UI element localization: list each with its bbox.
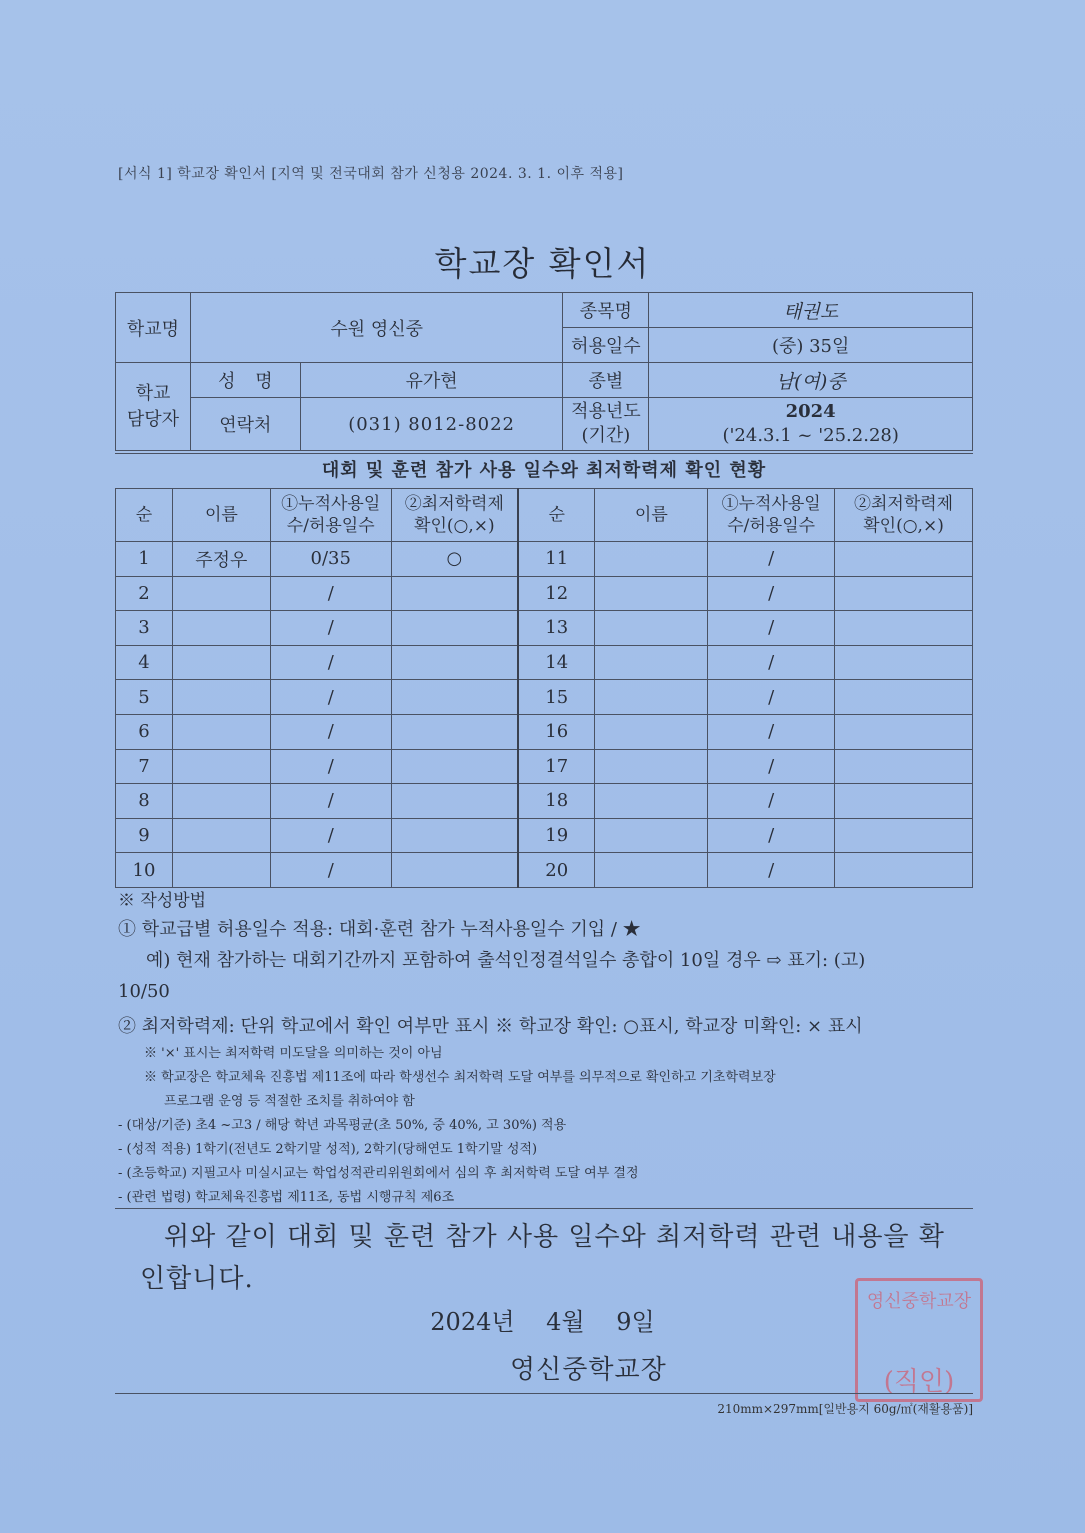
row-no: 19 [518,818,595,853]
header-confirm: ②최저학력제 확인(○,×) [391,489,518,542]
table-row [116,749,973,784]
row-no: 4 [116,645,173,680]
divider [115,1208,973,1209]
row-days: / [270,784,391,819]
row-confirm [835,818,973,853]
row-no: 16 [518,714,595,749]
row-no: 13 [518,611,595,646]
table-row [116,818,973,853]
row-no: 1 [116,542,173,577]
table-row [116,611,973,646]
row-confirm [391,611,518,646]
sport-label: 종목명 [563,293,649,328]
row-no: 5 [116,680,173,715]
row-days: / [270,645,391,680]
row-days: / [708,611,835,646]
gender-label: 종별 [563,363,649,398]
table-row [116,714,973,749]
row-confirm [391,576,518,611]
roster-title: 대회 및 훈련 참가 사용 일수와 최저학력제 확인 현황 [115,453,973,489]
year-label: 적용년도 (기간) [563,398,649,451]
row-name [595,576,708,611]
row-days: / [270,853,391,888]
manager-label: 학교 담당자 [116,363,191,451]
header-no: 순 [116,489,173,542]
header-name: 이름 [595,489,708,542]
row-confirm [391,645,518,680]
name-value: 유가현 [300,363,563,398]
row-no: 10 [116,853,173,888]
row-days: / [708,576,835,611]
row-name [595,853,708,888]
row-no: 15 [518,680,595,715]
row-name [172,818,270,853]
row-name [172,611,270,646]
row-confirm [391,818,518,853]
row-days: / [708,853,835,888]
official-seal [855,1278,983,1402]
header-days: ①누적사용일 수/허용일수 [708,489,835,542]
header-confirm: ②최저학력제 확인(○,×) [835,489,973,542]
row-no: 17 [518,749,595,784]
row-no: 3 [116,611,173,646]
row-days: / [270,749,391,784]
note-sub-2: ※ 학교장은 학교체육 진흥법 제11조에 따라 학생선수 최저학력 도달 여부를 의무적으로 확인하고 기초학력보장 [144,1070,776,1085]
header-name: 이름 [172,489,270,542]
row-days: / [270,714,391,749]
row-name [172,714,270,749]
row-days: / [708,818,835,853]
row-no: 18 [518,784,595,819]
table-row [116,576,973,611]
row-days: / [270,576,391,611]
row-confirm [835,749,973,784]
table-row [116,645,973,680]
row-days: / [708,714,835,749]
row-no: 2 [116,576,173,611]
form-code: [서식 1] 학교장 확인서 [지역 및 전국대회 참가 신청용 2024. 3. 1. 이후 적용] [118,166,624,182]
header-no: 순 [518,489,595,542]
roster-header-row [116,489,973,542]
row-name [595,749,708,784]
row-no: 8 [116,784,173,819]
seal-sub: (직인) [883,1367,955,1397]
row-name [595,714,708,749]
sport-value: 태권도 [649,293,973,328]
row-no: 20 [518,853,595,888]
row-days: 0/35 [270,542,391,577]
table-row [116,853,973,888]
document-title: 학교장 확인서 [434,244,651,283]
row-name: 주정우 [172,542,270,577]
row-no: 11 [518,542,595,577]
row-name [172,749,270,784]
gender-value: 남(여)중 [649,363,973,398]
row-confirm: ○ [391,542,518,577]
allowed-days-value: (중) 35일 [649,328,973,363]
note-item-1-example-cont: 10/50 [118,981,170,1002]
row-confirm [835,714,973,749]
row-name [172,680,270,715]
row-no: 12 [518,576,595,611]
instructions [118,888,978,1210]
row-no: 14 [518,645,595,680]
year-value: 2024 [785,401,836,422]
row-no: 9 [116,818,173,853]
row-days: / [708,680,835,715]
contact-label: 연락처 [190,398,300,451]
note-item-2: ② 최저학력제: 단위 학교에서 확인 여부만 표시 ※ 학교장 확인: ○표시, 학교장 미확인: × 표시 [118,1016,863,1037]
row-days: / [270,611,391,646]
row-confirm [391,853,518,888]
row-days: / [708,645,835,680]
paper-spec: 210mm×297mm[일반용지 60g/㎡(재활용품)] [717,1402,973,1416]
row-days: / [708,542,835,577]
note-sub-2-cont: 프로그램 운영 등 적절한 조치를 취하여야 함 [164,1094,415,1109]
note-dash-2: - (성적 적용) 1학기(전년도 2학기말 성적), 2학기(당해연도 1학기말 성적) [118,1142,538,1157]
roster-table [115,488,973,888]
table-row [116,542,973,577]
divider [115,1393,973,1394]
row-confirm [835,645,973,680]
row-days: / [708,749,835,784]
row-confirm [835,680,973,715]
row-confirm [835,542,973,577]
note-item-1-example: 예) 현재 참가하는 대회기간까지 포함하여 출석인정결석일수 총합이 10일 경우 ⇨ 표기: (고) [146,950,866,971]
row-name [172,645,270,680]
name-label: 성 명 [190,363,300,398]
confirmation-text: 위와 같이 대회 및 훈련 참가 사용 일수와 최저학력 관련 내용을 확인합니다. [140,1222,945,1294]
row-name [595,611,708,646]
contact-value: (031) 8012-8022 [300,398,563,451]
info-table [115,292,973,451]
row-confirm [835,853,973,888]
row-name [172,784,270,819]
row-name [595,784,708,819]
row-name [172,576,270,611]
row-confirm [835,784,973,819]
row-name [595,645,708,680]
period-value: ('24.3.1 ~ '25.2.28) [722,425,899,446]
note-dash-3: - (초등학교) 지필고사 미실시교는 학업성적관리위원회에서 심의 후 최저학력 도달 여부 결정 [118,1166,639,1181]
notes-heading: ※ 작성방법 [118,891,207,911]
note-dash-4: - (관련 법령) 학교체육진흥법 제11조, 동법 시행규칙 제6조 [118,1190,455,1205]
table-row [116,784,973,819]
school-value: 수원 영신중 [190,293,563,363]
note-dash-1: - (대상/기준) 초4 ~고3 / 해당 학년 과목평균(초 50%, 중 40%, 고 30%) 적용 [118,1118,567,1133]
row-no: 7 [116,749,173,784]
row-name [595,818,708,853]
row-confirm [391,680,518,715]
principal-name: 영신중학교장 [510,1355,667,1385]
note-sub-1: ※ '×' 표시는 최저학력 미도달을 의미하는 것이 아님 [144,1046,443,1061]
allowed-days-label: 허용일수 [563,328,649,363]
row-confirm [835,576,973,611]
row-confirm [391,714,518,749]
row-days: / [708,784,835,819]
seal-text: 영신중학교장 [866,1291,972,1312]
header-days: ①누적사용일 수/허용일수 [270,489,391,542]
row-days: / [270,680,391,715]
signature-date: 2024년 4월 9일 [430,1308,655,1336]
row-confirm [835,611,973,646]
note-item-1: ① 학교급별 허용일수 적용: 대회·훈련 참가 누적사용일수 기입 / ★ [118,919,641,940]
row-confirm [391,749,518,784]
row-name [595,680,708,715]
row-name [172,853,270,888]
year-cell [649,398,973,451]
row-days: / [270,818,391,853]
row-name [595,542,708,577]
row-confirm [391,784,518,819]
table-row [116,680,973,715]
row-no: 6 [116,714,173,749]
school-label: 학교명 [116,293,191,363]
